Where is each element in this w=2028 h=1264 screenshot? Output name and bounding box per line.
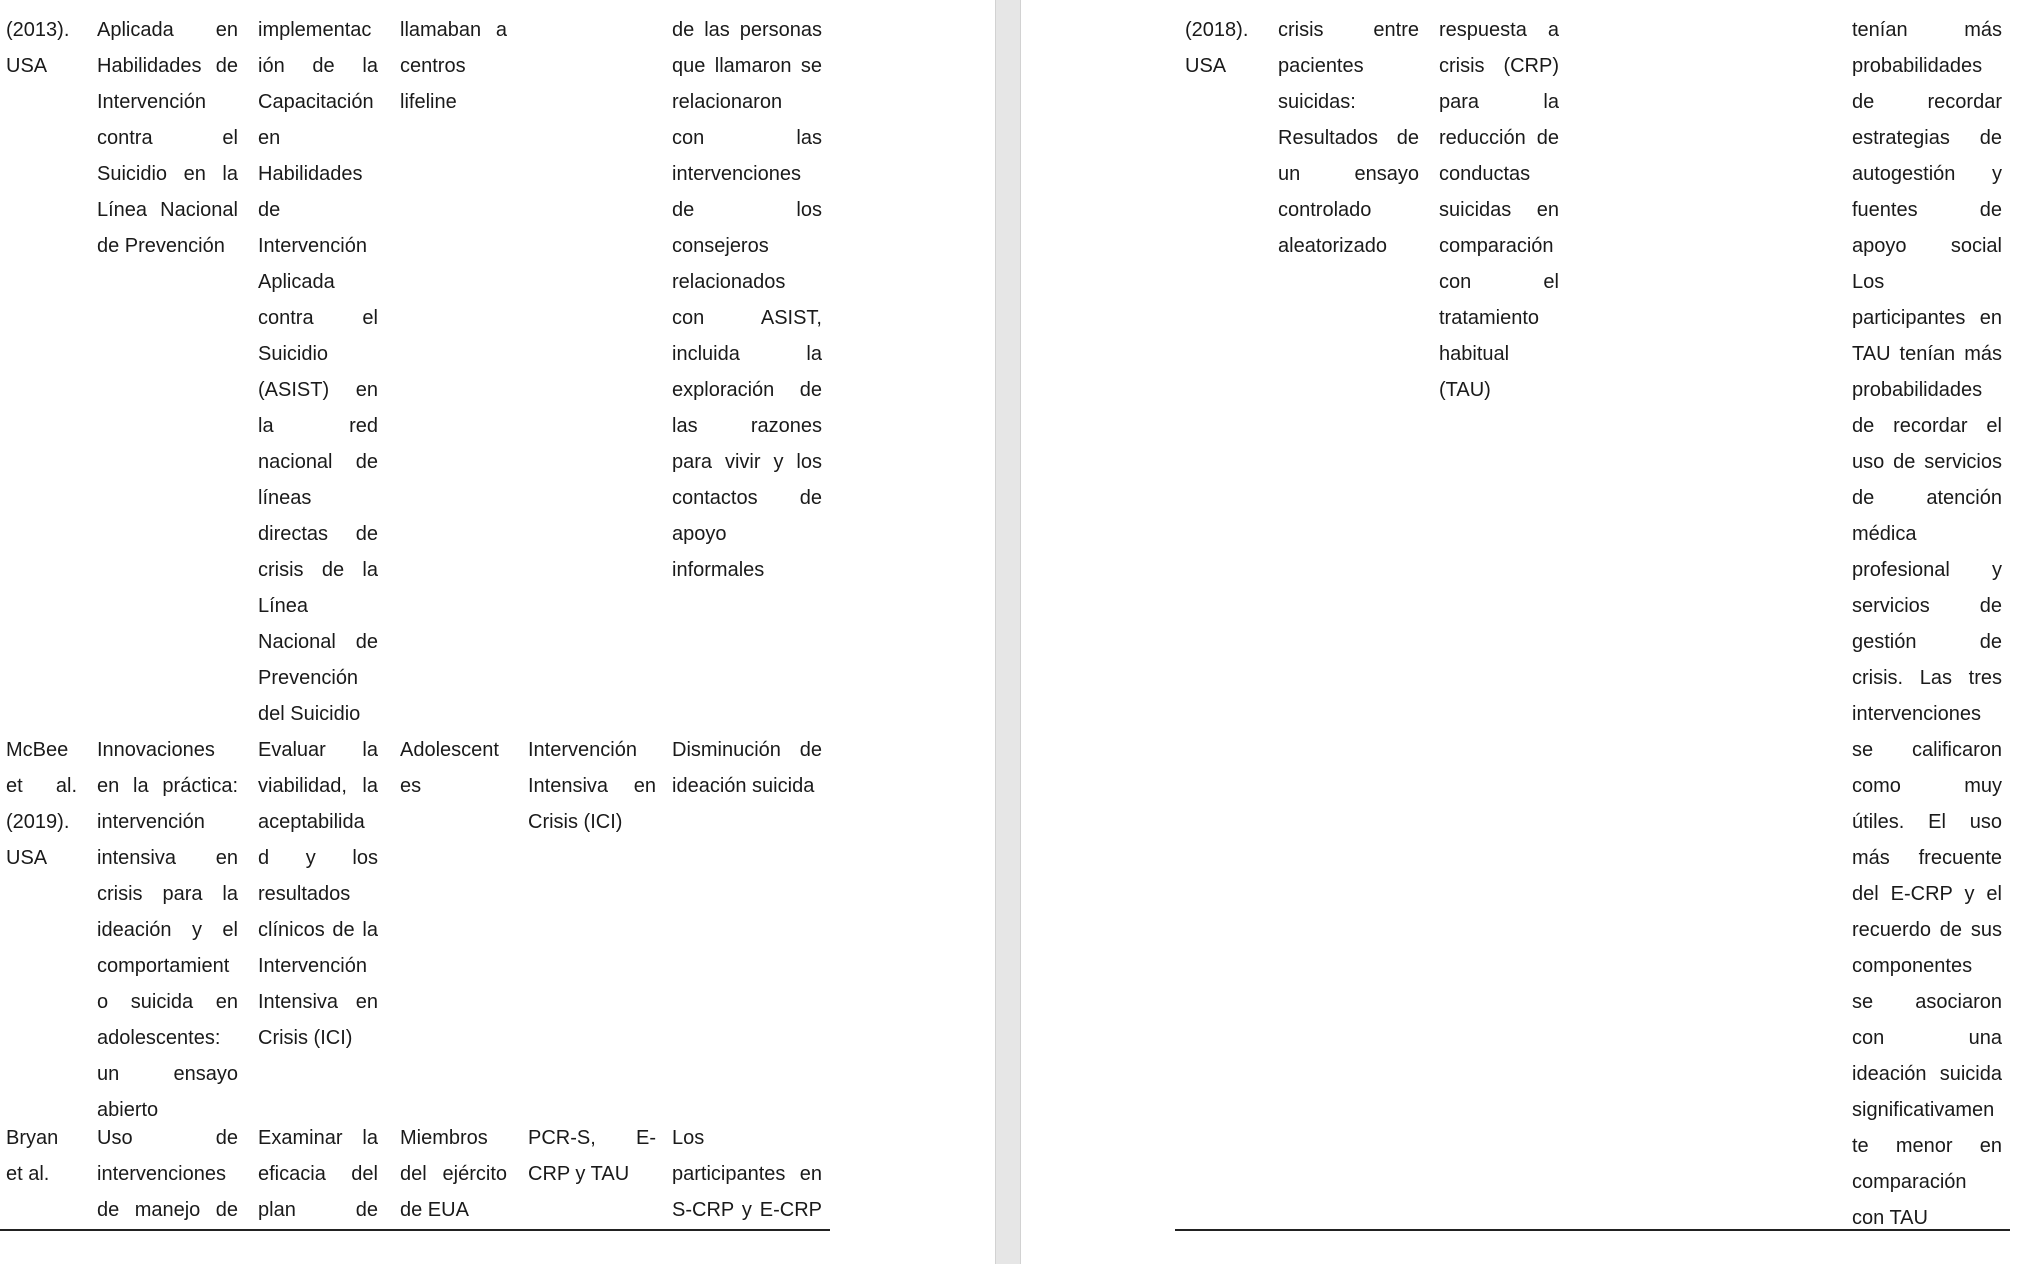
cell-line: o suicida en: [97, 991, 238, 1013]
row1-reference-cell: [6, 12, 73, 84]
right-reference-cell: [1185, 12, 1252, 84]
cell-line: Miembros: [400, 1127, 488, 1149]
cell-line: et al.: [6, 1163, 50, 1185]
cell-line: CRP y TAU: [528, 1163, 630, 1185]
right-results-cell: [1852, 12, 2002, 1236]
cell-line: lifeline: [400, 91, 457, 113]
cell-line: centros: [400, 55, 466, 77]
cell-line: habitual: [1439, 343, 1510, 365]
cell-line: USA: [1185, 55, 1227, 77]
cell-line: comportamient: [97, 955, 230, 977]
cell-line: aleatorizado: [1278, 235, 1387, 257]
cell-line: TAU tenían más: [1852, 343, 2002, 365]
cell-line: gestión de: [1852, 631, 2002, 653]
cell-line: Examinar la: [258, 1127, 378, 1149]
cell-line: comparación: [1439, 235, 1554, 257]
cell-line: Nacional de: [258, 631, 378, 653]
cell-line: intervención: [97, 811, 205, 833]
cell-line: Adolescent: [400, 739, 499, 761]
row1-population-cell: [400, 12, 507, 120]
cell-line: de: [258, 199, 281, 221]
cell-line: líneas: [258, 487, 312, 509]
cell-line: Intervención: [258, 235, 367, 257]
cell-line: abierto: [97, 1099, 159, 1121]
cell-line: intervenciones: [1852, 703, 1981, 725]
cell-line: clínicos de la: [258, 919, 378, 941]
right-title-cell: [1278, 12, 1419, 264]
cell-line: pacientes: [1278, 55, 1364, 77]
cell-line: Los: [1852, 271, 1885, 293]
cell-line: adolescentes:: [97, 1027, 221, 1049]
cell-line: fuentes de: [1852, 199, 2002, 221]
page-gap: [995, 0, 1021, 1264]
cell-line: con las: [672, 127, 822, 149]
cell-line: te menor en: [1852, 1135, 2002, 1157]
cell-line: PCR-S, E-: [528, 1127, 656, 1149]
cell-line: con ASIST,: [672, 307, 822, 329]
cell-line: Línea Nacional: [97, 199, 238, 221]
right-intervention-cell: [1439, 12, 1559, 408]
left-page: [0, 0, 995, 1264]
cell-line: plan de: [258, 1199, 378, 1221]
cell-line: Suicidio: [258, 343, 329, 365]
cell-line: crisis entre: [1278, 19, 1419, 41]
cell-line: exploración de: [672, 379, 822, 401]
cell-line: aceptabilida: [258, 811, 365, 833]
cell-line: Crisis (ICI): [528, 811, 623, 833]
cell-line: Aplicada en: [97, 19, 238, 41]
cell-line: más frecuente: [1852, 847, 2002, 869]
cell-line: respuesta a: [1439, 19, 1559, 41]
cell-line: suicidas en: [1439, 199, 1559, 221]
cell-line: incluida la: [672, 343, 822, 365]
row2-population-cell: [400, 732, 507, 804]
row2-intervention-cell: [528, 732, 656, 840]
cell-line: intervenciones: [97, 1163, 226, 1185]
cell-line: (ASIST) en: [258, 379, 378, 401]
cell-line: útiles. El uso: [1852, 811, 2002, 833]
table-bottom-rule-left: [0, 1229, 830, 1231]
cell-line: probabilidades: [1852, 379, 1983, 401]
cell-line: intervenciones: [672, 163, 801, 185]
cell-line: crisis de la: [258, 559, 378, 581]
cell-line: reducción de: [1439, 127, 1559, 149]
cell-line: viabilidad, la: [258, 775, 378, 797]
cell-line: Innovaciones: [97, 739, 215, 761]
cell-line: de Prevención: [97, 235, 225, 257]
cell-line: llamaban a: [400, 19, 507, 41]
cell-line: resultados: [258, 883, 351, 905]
cell-line: apoyo: [672, 523, 727, 545]
cell-line: con una: [1852, 1027, 2002, 1049]
cell-line: (2019).: [6, 811, 70, 833]
cell-line: Evaluar la: [258, 739, 378, 761]
cell-line: probabilidades: [1852, 55, 1983, 77]
right-page: [1021, 0, 2028, 1264]
cell-line: las razones: [672, 415, 822, 437]
cell-line: et al.: [6, 775, 77, 797]
cell-line: ideación y el: [97, 919, 238, 941]
cell-line: contra el: [258, 307, 378, 329]
table-bottom-rule-right: [1175, 1229, 2010, 1231]
cell-line: USA: [6, 55, 48, 77]
cell-line: profesional y: [1852, 559, 2002, 581]
cell-line: Línea: [258, 595, 309, 617]
cell-line: Intervención: [258, 955, 367, 977]
cell-line: recuerdo de sus: [1852, 919, 2002, 941]
cell-line: Intervención: [97, 91, 206, 113]
cell-line: d y los: [258, 847, 378, 869]
cell-line: Prevención: [258, 667, 359, 689]
cell-line: crisis para la: [97, 883, 238, 905]
cell-line: componentes: [1852, 955, 1973, 977]
cell-line: se calificaron: [1852, 739, 2002, 761]
cell-line: del E-CRP y el: [1852, 883, 2002, 905]
cell-line: de los: [672, 199, 822, 221]
cell-line: controlado: [1278, 199, 1372, 221]
cell-line: Capacitación: [258, 91, 374, 113]
cell-line: crisis (CRP): [1439, 55, 1559, 77]
cell-line: médica: [1852, 523, 1917, 545]
row1-title-cell: [97, 12, 238, 264]
cell-line: uso de servicios: [1852, 451, 2002, 473]
cell-line: estrategias de: [1852, 127, 2002, 149]
cell-line: Crisis (ICI): [258, 1027, 353, 1049]
cell-line: Intensiva en: [528, 775, 656, 797]
cell-line: de EUA: [400, 1199, 469, 1221]
cell-line: de manejo de: [97, 1199, 238, 1221]
cell-line: Los: [672, 1127, 705, 1149]
row3-title-cell: [97, 1120, 238, 1228]
cell-line: Habilidades de: [97, 55, 238, 77]
cell-line: intensiva en: [97, 847, 238, 869]
cell-line: crisis. Las tres: [1852, 667, 2002, 689]
cell-line: de atención: [1852, 487, 2002, 509]
row2-reference-cell: [6, 732, 77, 876]
cell-line: consejeros: [672, 235, 769, 257]
cell-line: Bryan: [6, 1127, 59, 1149]
cell-line: Disminución de: [672, 739, 822, 761]
cell-line: (2013).: [6, 19, 70, 41]
cell-line: USA: [6, 847, 48, 869]
cell-line: directas de: [258, 523, 378, 545]
cell-line: servicios de: [1852, 595, 2002, 617]
row3-intervention-cell: [528, 1120, 656, 1192]
cell-line: con TAU: [1852, 1207, 1928, 1229]
cell-line: del Suicidio: [258, 703, 361, 725]
cell-line: McBee: [6, 739, 69, 761]
cell-line: en: [258, 127, 281, 149]
cell-line: nacional de: [258, 451, 378, 473]
row2-objective-cell: [258, 732, 378, 1056]
cell-line: Habilidades: [258, 163, 363, 185]
row2-results-cell: [672, 732, 822, 804]
cell-line: ideación suicida: [1852, 1063, 2002, 1085]
cell-line: tenían más: [1852, 19, 2002, 41]
cell-line: participantes en: [1852, 307, 2002, 329]
cell-line: con el: [1439, 271, 1559, 293]
row1-results-cell: [672, 12, 822, 588]
cell-line: S-CRP y E-CRP: [672, 1199, 822, 1221]
row3-population-cell: [400, 1120, 507, 1228]
cell-line: apoyo social: [1852, 235, 2002, 257]
cell-line: un ensayo: [97, 1063, 238, 1085]
cell-line: (TAU): [1439, 379, 1491, 401]
cell-line: se asociaron: [1852, 991, 2002, 1013]
cell-line: ideación suicida: [672, 775, 815, 797]
cell-line: de las personas: [672, 19, 822, 41]
cell-line: (2018).: [1185, 19, 1249, 41]
cell-line: en la práctica:: [97, 775, 238, 797]
cell-line: para la: [1439, 91, 1559, 113]
cell-line: Resultados de: [1278, 127, 1419, 149]
row2-title-cell: [97, 732, 238, 1128]
cell-line: como muy: [1852, 775, 2002, 797]
cell-line: ión de la: [258, 55, 378, 77]
cell-line: la red: [258, 415, 378, 437]
cell-line: de recordar: [1852, 91, 2002, 113]
cell-line: implementac: [258, 19, 372, 41]
cell-line: contra el: [97, 127, 238, 149]
cell-line: de recordar el: [1852, 415, 2002, 437]
cell-line: Aplicada: [258, 271, 335, 293]
cell-line: relacionados: [672, 271, 786, 293]
cell-line: Intensiva en: [258, 991, 378, 1013]
cell-line: Suicidio en la: [97, 163, 238, 185]
cell-line: contactos de: [672, 487, 822, 509]
cell-line: Intervención: [528, 739, 637, 761]
row3-reference-cell: [6, 1120, 77, 1192]
cell-line: del ejército: [400, 1163, 507, 1185]
cell-line: conductas: [1439, 163, 1531, 185]
cell-line: que llamaron se: [672, 55, 822, 77]
cell-line: autogestión y: [1852, 163, 2002, 185]
cell-line: es: [400, 775, 422, 797]
cell-line: participantes en: [672, 1163, 822, 1185]
cell-line: un ensayo: [1278, 163, 1419, 185]
cell-line: relacionaron: [672, 91, 783, 113]
cell-line: significativamen: [1852, 1099, 1995, 1121]
cell-line: tratamiento: [1439, 307, 1540, 329]
row3-results-cell: [672, 1120, 822, 1228]
cell-line: informales: [672, 559, 765, 581]
cell-line: eficacia del: [258, 1163, 378, 1185]
cell-line: comparación: [1852, 1171, 1967, 1193]
row3-objective-cell: [258, 1120, 378, 1228]
row1-objective-cell: [258, 12, 378, 732]
cell-line: suicidas:: [1278, 91, 1356, 113]
cell-line: Uso de: [97, 1127, 238, 1149]
cell-line: para vivir y los: [672, 451, 822, 473]
